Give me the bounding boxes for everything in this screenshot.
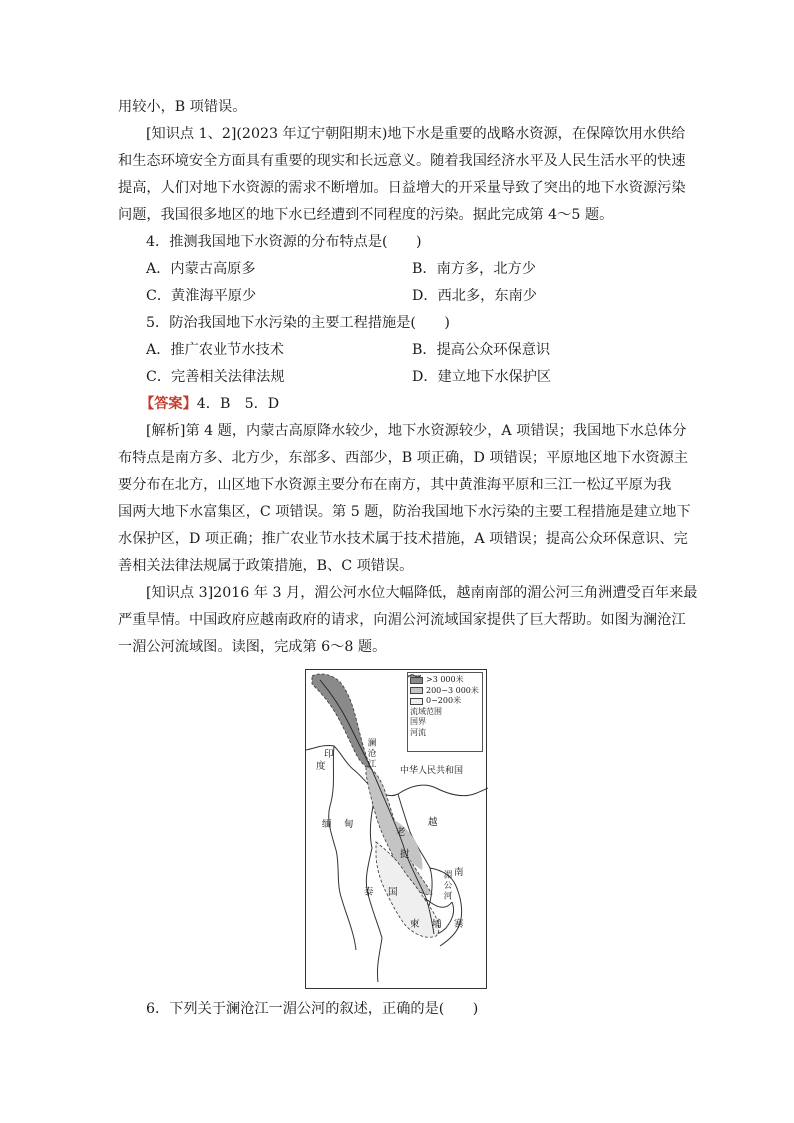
question-5-option-d: D．建立地下水保护区 xyxy=(412,369,552,385)
knowledge-3-paragraph-line: 严重旱情。中国政府应越南政府的请求，向湄公河流域国家提供了巨大帮助。如图为澜沧江 xyxy=(118,612,686,628)
legend-label: >3 000米 xyxy=(426,675,464,684)
label-myanmar: 甸 xyxy=(344,819,354,830)
analysis-line: 要分布在北方，山区地下水资源主要分布在南方，其中黄淮海平原和三江一松辽平原为我 xyxy=(118,477,672,493)
legend-label: 0~200米 xyxy=(426,696,462,706)
question-4-option-b: B．南方多，北方少 xyxy=(412,261,536,277)
label-myanmar: 缅 xyxy=(322,819,332,830)
myanmar-west-border xyxy=(329,746,356,950)
question-4-stem: 4．推测我国地下水资源的分布特点是( ) xyxy=(146,234,422,250)
legend-border xyxy=(410,717,480,728)
intro-paragraph-line: [知识点 1、2](2023 年辽宁朝阳期末)地下水是重要的战略水资源，在保障饮用水供给 xyxy=(146,126,686,142)
label-cambodia: 寨 xyxy=(454,919,464,930)
legend-mid xyxy=(410,686,480,697)
analysis-line: 水保护区，D 项正确；推广农业节水技术属于技术措施，A 项错误；提高公众环保意识、完 xyxy=(118,531,688,547)
question-5-option-a: A．推广农业节水技术 xyxy=(146,342,284,358)
answer-line xyxy=(140,394,700,414)
intro-paragraph-line: 问题，我国很多地区的地下水已经遭到不同程度的污染。据此完成第 4～5 题。 xyxy=(118,207,614,223)
analysis-line: 国两大地下水富集区，C 项错误。第 5 题，防治我国地下水污染的主要工程措施是建立地下 xyxy=(118,504,691,520)
legend-low xyxy=(410,696,480,707)
legend-label: 国界 xyxy=(410,717,426,727)
legend-label: 流域范围 xyxy=(410,706,442,716)
answer-tag: 【答案】 xyxy=(140,396,197,412)
label-lancang-river: 澜沧江 xyxy=(366,738,376,770)
lancang-mekong-basin-map xyxy=(305,669,487,989)
wavy-line-icon xyxy=(408,673,421,679)
label-thailand: 国 xyxy=(388,887,398,898)
question-5-option-c: C．完善相关法律法规 xyxy=(146,369,285,385)
intro-paragraph-line: 提高，人们对地下水资源的需求不断增加。日益增大的开采量导致了突出的地下水资源污染 xyxy=(118,180,686,196)
legend-basin xyxy=(410,707,480,718)
label-india: 印 xyxy=(324,749,334,760)
knowledge-3-paragraph-line: [知识点 3]2016 年 3 月，湄公河水位大幅降低，越南南部的湄公河三角洲遭受百年来最 xyxy=(146,585,698,601)
map-legend xyxy=(407,672,483,752)
label-mekong-river: 湄公河 xyxy=(442,870,452,902)
analysis-line: [解析]第 4 题，内蒙古高原降水较少，地下水资源较少，A 项错误；我国地下水总体分 xyxy=(146,423,687,439)
question-4-option-d: D．西北多，东南少 xyxy=(412,288,537,304)
analysis-line: 善相关法律法规属于政策措施，B、C 项错误。 xyxy=(118,558,414,574)
question-6-stem: 6．下列关于澜沧江一湄公河的叙述，正确的是( ) xyxy=(146,1001,479,1017)
question-4-option-c: C．黄淮海平原少 xyxy=(146,288,257,304)
legend-river xyxy=(410,728,480,739)
legend-swatch-mid xyxy=(410,687,423,694)
label-vietnam: 越 xyxy=(428,817,438,828)
text-line: 用较小，B 项错误。 xyxy=(118,99,247,115)
question-4-option-a: A．内蒙古高原多 xyxy=(146,261,256,277)
analysis-line: 布特点是南方多、北方少，东部多、西部少，B 项正确，D 项错误；平原地区地下水资源主 xyxy=(118,450,688,466)
label-india: 度 xyxy=(316,761,326,772)
answer-text: 4．B 5．D xyxy=(196,396,280,412)
legend-label: 河流 xyxy=(410,727,426,737)
legend-label: 200~3 000米 xyxy=(426,685,479,695)
label-cambodia: 柬 xyxy=(410,919,420,930)
legend-swatch-low xyxy=(410,698,423,705)
label-cambodia: 埔 xyxy=(432,919,442,930)
label-thailand: 泰 xyxy=(364,887,374,898)
label-vietnam: 南 xyxy=(454,867,464,878)
question-5-option-b: B．提高公众环保意识 xyxy=(412,342,551,358)
knowledge-3-paragraph-line: 一湄公河流域图。读图，完成第 6～8 题。 xyxy=(118,639,387,655)
label-laos: 老 xyxy=(396,827,406,838)
question-5-stem: 5．防治我国地下水污染的主要工程措施是( ) xyxy=(146,315,450,331)
label-laos: 挝 xyxy=(400,849,410,860)
intro-paragraph-line: 和生态环境安全方面具有重要的现实和长远意义。随着我国经济水平及人民生活水平的快速 xyxy=(118,153,686,169)
thailand-peninsula-border xyxy=(377,938,382,982)
label-china: 中华人民共和国 xyxy=(400,766,464,776)
